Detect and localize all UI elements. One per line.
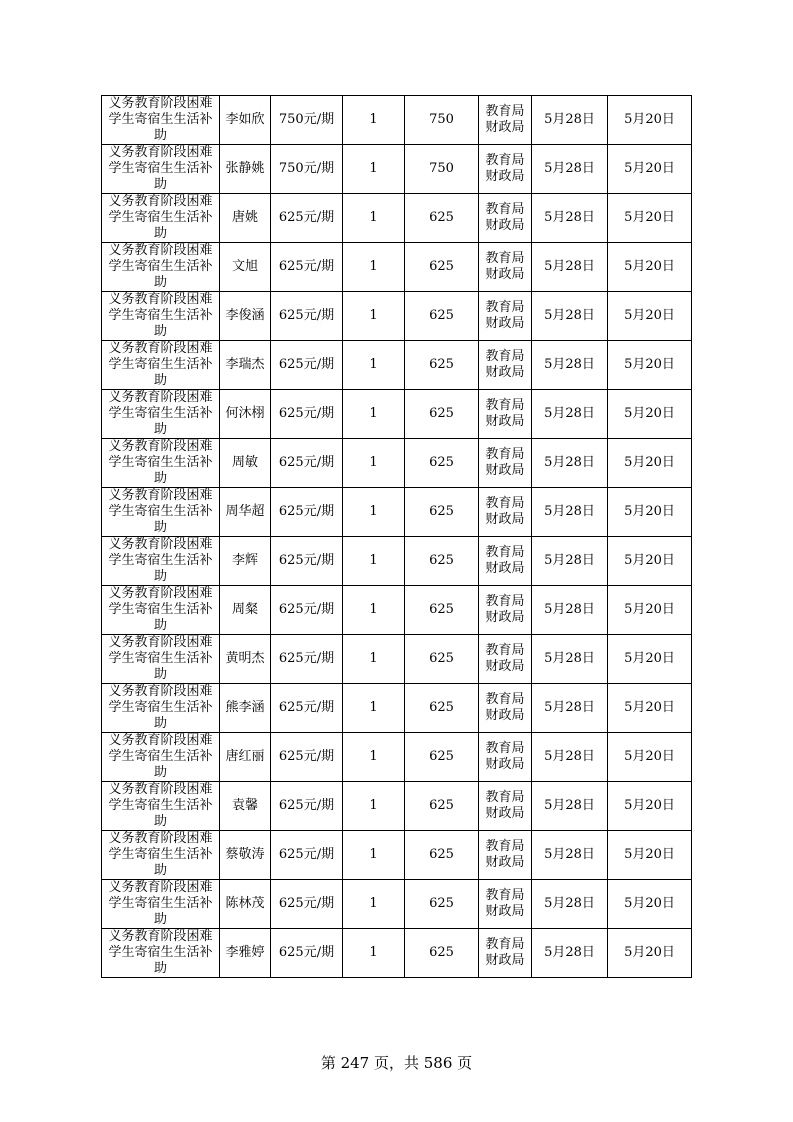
cell-date-1: 5月28日 [532,782,608,831]
cell-date-1: 5月28日 [532,880,608,929]
cell-count: 1 [343,831,405,880]
cell-name: 李雅婷 [220,929,271,978]
table-row [102,635,692,684]
table-row [102,96,692,145]
table-row [102,341,692,390]
cell-date-2: 5月20日 [608,194,692,243]
cell-date-2: 5月20日 [608,831,692,880]
cell-department [479,243,532,292]
table-row [102,194,692,243]
cell-department [479,733,532,782]
cell-department-text: 教育局 财政局 [485,937,525,968]
cell-project-text: 义务教育阶段困难 学生寄宿生生活补 助 [108,243,213,290]
cell-name: 李瑞杰 [220,341,271,390]
cell-project-text: 义务教育阶段困难 学生寄宿生生活补 助 [108,292,213,339]
cell-project [102,439,220,488]
cell-standard: 625元/期 [271,586,343,635]
cell-name: 何沐栩 [220,390,271,439]
cell-date-1: 5月28日 [532,733,608,782]
cell-department [479,831,532,880]
cell-standard: 625元/期 [271,243,343,292]
cell-count: 1 [343,96,405,145]
cell-name: 唐红丽 [220,733,271,782]
cell-project [102,292,220,341]
cell-project [102,733,220,782]
cell-department-text: 教育局 财政局 [485,398,525,429]
cell-date-2: 5月20日 [608,243,692,292]
cell-standard: 625元/期 [271,537,343,586]
cell-project [102,341,220,390]
cell-date-2: 5月20日 [608,488,692,537]
cell-department-text: 教育局 财政局 [485,202,525,233]
cell-name: 文旭 [220,243,271,292]
cell-amount: 750 [405,145,479,194]
cell-count: 1 [343,782,405,831]
cell-department [479,929,532,978]
cell-department [479,586,532,635]
cell-project-text: 义务教育阶段困难 学生寄宿生生活补 助 [108,635,213,682]
table-row [102,439,692,488]
cell-project [102,586,220,635]
cell-project [102,488,220,537]
cell-standard: 625元/期 [271,488,343,537]
cell-count: 1 [343,684,405,733]
table-row [102,782,692,831]
cell-amount: 750 [405,96,479,145]
table-row [102,292,692,341]
cell-department-text: 教育局 财政局 [485,349,525,380]
cell-name: 周华超 [220,488,271,537]
cell-project-text: 义务教育阶段困难 学生寄宿生生活补 助 [108,733,213,780]
cell-department [479,341,532,390]
cell-name: 李俊涵 [220,292,271,341]
cell-department [479,96,532,145]
cell-amount: 625 [405,782,479,831]
cell-date-2: 5月20日 [608,145,692,194]
cell-count: 1 [343,145,405,194]
cell-department-text: 教育局 财政局 [485,447,525,478]
table-row [102,537,692,586]
cell-department-text: 教育局 财政局 [485,153,525,184]
table-row [102,586,692,635]
cell-date-1: 5月28日 [532,145,608,194]
cell-date-2: 5月20日 [608,292,692,341]
cell-project [102,684,220,733]
table-row [102,243,692,292]
cell-department [479,390,532,439]
cell-amount: 625 [405,243,479,292]
cell-department-text: 教育局 财政局 [485,104,525,135]
cell-department-text: 教育局 财政局 [485,496,525,527]
cell-project-text: 义务教育阶段困难 学生寄宿生生活补 助 [108,537,213,584]
table-row [102,929,692,978]
cell-standard: 625元/期 [271,194,343,243]
cell-count: 1 [343,733,405,782]
cell-count: 1 [343,390,405,439]
cell-date-2: 5月20日 [608,782,692,831]
cell-standard: 625元/期 [271,929,343,978]
cell-name: 陈林茂 [220,880,271,929]
cell-project-text: 义务教育阶段困难 学生寄宿生生活补 助 [108,831,213,878]
cell-amount: 625 [405,733,479,782]
cell-project [102,243,220,292]
cell-name: 唐姚 [220,194,271,243]
cell-name: 黄明杰 [220,635,271,684]
cell-department-text: 教育局 财政局 [485,594,525,625]
cell-project [102,537,220,586]
cell-name: 李如欣 [220,96,271,145]
cell-amount: 625 [405,635,479,684]
cell-date-2: 5月20日 [608,537,692,586]
cell-date-1: 5月28日 [532,292,608,341]
cell-standard: 625元/期 [271,684,343,733]
cell-count: 1 [343,635,405,684]
cell-amount: 625 [405,537,479,586]
cell-date-2: 5月20日 [608,929,692,978]
cell-count: 1 [343,341,405,390]
cell-department-text: 教育局 财政局 [485,692,525,723]
cell-standard: 625元/期 [271,390,343,439]
cell-amount: 625 [405,292,479,341]
cell-department [479,439,532,488]
cell-amount: 625 [405,880,479,929]
cell-project-text: 义务教育阶段困难 学生寄宿生生活补 助 [108,194,213,241]
cell-date-1: 5月28日 [532,831,608,880]
cell-count: 1 [343,586,405,635]
cell-department [479,684,532,733]
table-row [102,145,692,194]
table-row [102,390,692,439]
cell-amount: 625 [405,341,479,390]
cell-date-2: 5月20日 [608,439,692,488]
cell-department-text: 教育局 财政局 [485,790,525,821]
cell-count: 1 [343,194,405,243]
cell-department [479,782,532,831]
cell-project [102,390,220,439]
cell-date-2: 5月20日 [608,635,692,684]
cell-department-text: 教育局 财政局 [485,545,525,576]
cell-project-text: 义务教育阶段困难 学生寄宿生生活补 助 [108,782,213,829]
cell-count: 1 [343,880,405,929]
cell-date-1: 5月28日 [532,96,608,145]
cell-project [102,96,220,145]
cell-department-text: 教育局 财政局 [485,741,525,772]
cell-date-1: 5月28日 [532,586,608,635]
cell-date-2: 5月20日 [608,586,692,635]
cell-project-text: 义务教育阶段困难 学生寄宿生生活补 助 [108,929,213,976]
cell-project-text: 义务教育阶段困难 学生寄宿生生活补 助 [108,439,213,486]
cell-date-1: 5月28日 [532,684,608,733]
cell-department-text: 教育局 财政局 [485,300,525,331]
cell-date-1: 5月28日 [532,537,608,586]
cell-project-text: 义务教育阶段困难 学生寄宿生生活补 助 [108,684,213,731]
cell-name: 李辉 [220,537,271,586]
table-row [102,831,692,880]
cell-department-text: 教育局 财政局 [485,643,525,674]
table-row [102,684,692,733]
cell-standard: 750元/期 [271,145,343,194]
cell-project [102,880,220,929]
cell-date-1: 5月28日 [532,341,608,390]
cell-standard: 625元/期 [271,831,343,880]
records-table [101,95,692,978]
cell-project-text: 义务教育阶段困难 学生寄宿生生活补 助 [108,341,213,388]
cell-date-2: 5月20日 [608,96,692,145]
cell-amount: 625 [405,488,479,537]
cell-standard: 625元/期 [271,635,343,684]
cell-count: 1 [343,537,405,586]
cell-standard: 625元/期 [271,439,343,488]
cell-standard: 625元/期 [271,782,343,831]
cell-name: 蔡敬涛 [220,831,271,880]
cell-department-text: 教育局 财政局 [485,251,525,282]
cell-amount: 625 [405,586,479,635]
cell-amount: 625 [405,390,479,439]
table-row [102,880,692,929]
cell-standard: 625元/期 [271,733,343,782]
cell-amount: 625 [405,194,479,243]
cell-amount: 625 [405,929,479,978]
cell-date-2: 5月20日 [608,684,692,733]
cell-project-text: 义务教育阶段困难 学生寄宿生生活补 助 [108,390,213,437]
cell-count: 1 [343,488,405,537]
cell-amount: 625 [405,439,479,488]
cell-date-1: 5月28日 [532,243,608,292]
cell-amount: 625 [405,684,479,733]
cell-department [479,292,532,341]
table-body [102,96,692,978]
cell-department [479,194,532,243]
cell-department [479,537,532,586]
cell-date-1: 5月28日 [532,488,608,537]
cell-project [102,831,220,880]
cell-date-1: 5月28日 [532,635,608,684]
cell-project-text: 义务教育阶段困难 学生寄宿生生活补 助 [108,145,213,192]
cell-date-2: 5月20日 [608,733,692,782]
cell-name: 张静姚 [220,145,271,194]
cell-project [102,929,220,978]
cell-count: 1 [343,439,405,488]
table-row [102,733,692,782]
cell-standard: 625元/期 [271,880,343,929]
cell-standard: 750元/期 [271,96,343,145]
cell-department [479,880,532,929]
cell-project [102,782,220,831]
cell-project [102,635,220,684]
cell-department-text: 教育局 财政局 [485,888,525,919]
cell-date-1: 5月28日 [532,194,608,243]
cell-name: 周粲 [220,586,271,635]
cell-count: 1 [343,929,405,978]
cell-department [479,488,532,537]
cell-date-2: 5月20日 [608,390,692,439]
cell-count: 1 [343,243,405,292]
cell-project-text: 义务教育阶段困难 学生寄宿生生活补 助 [108,488,213,535]
cell-name: 袁馨 [220,782,271,831]
table-row [102,488,692,537]
cell-standard: 625元/期 [271,341,343,390]
cell-date-1: 5月28日 [532,439,608,488]
cell-count: 1 [343,292,405,341]
cell-date-2: 5月20日 [608,880,692,929]
cell-project-text: 义务教育阶段困难 学生寄宿生生活补 助 [108,880,213,927]
cell-date-2: 5月20日 [608,341,692,390]
cell-name: 周敏 [220,439,271,488]
cell-date-1: 5月28日 [532,929,608,978]
cell-department [479,635,532,684]
cell-date-1: 5月28日 [532,390,608,439]
cell-standard: 625元/期 [271,292,343,341]
cell-amount: 625 [405,831,479,880]
cell-name: 熊李涵 [220,684,271,733]
cell-project [102,194,220,243]
cell-department [479,145,532,194]
cell-department-text: 教育局 财政局 [485,839,525,870]
cell-project-text: 义务教育阶段困难 学生寄宿生生活补 助 [108,586,213,633]
cell-project-text: 义务教育阶段困难 学生寄宿生生活补 助 [108,96,213,143]
page-number-footer: 第 247 页，共 586 页 [320,1054,473,1072]
cell-project [102,145,220,194]
